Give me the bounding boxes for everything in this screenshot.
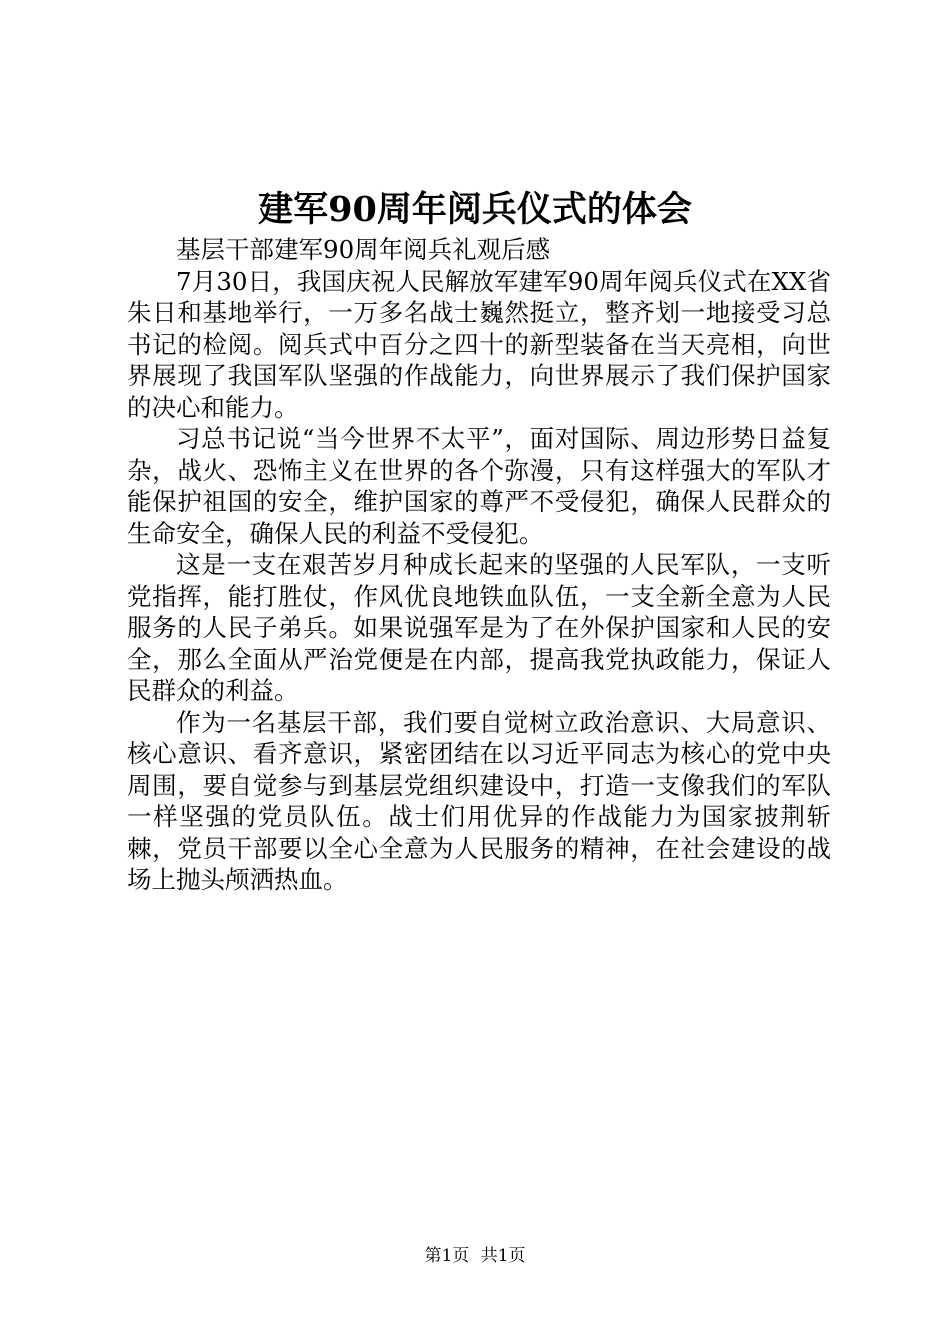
body-paragraph: 习总书记说“当今世界不太平”，面对国际、周边形势日益复杂，战火、恐怖主义在世界的各个弥漫，只有这样强大的军队才能保护祖国的安全，维护国家的尊严不受侵犯，确保人民群众的生命安全，确保人民的利益不受侵犯。	[127, 424, 831, 548]
body-paragraph: 作为一名基层干部，我们要自觉树立政治意识、大局意识、核心意识、看齐意识，紧密团结在以习近平同志为核心的党中央周围，要自觉参与到基层党组织建设中，打造一支像我们的军队一样坚强的党员队伍。战士们用优异的作战能力为国家披荆斩棘，党员干部要以全心全意为人民服务的精神，在社会建设的战场上抛头颅洒热血。	[127, 707, 831, 894]
page-footer	[0, 1244, 950, 1268]
page-number: 第1页	[424, 1246, 470, 1266]
document-body	[127, 234, 831, 896]
body-paragraph: 7月30日，我国庆祝人民解放军建军90周年阅兵仪式在XX省朱日和基地举行，一万多名战士巍然挺立，整齐划一地接受习总书记的检阅。阅兵式中百分之四十的新型装备在当天亮相，向世界展现了我国军队坚强的作战能力，向世界展示了我们保护国家的决心和能力。	[127, 266, 831, 422]
page-total: 共1页	[480, 1246, 526, 1266]
document-title: 建军90周年阅兵仪式的体会	[258, 189, 692, 230]
subtitle-paragraph: 基层干部建军90周年阅兵礼观后感	[176, 235, 551, 264]
body-paragraph: 这是一支在艰苦岁月种成长起来的坚强的人民军队，一支听党指挥，能打胜仗，作风优良地铁血队伍，一支全新全意为人民服务的人民子弟兵。如果说强军是为了在外保护国家和人民的安全，那么全面从严治党便是在内部，提高我党执政能力，保证人民群众的利益。	[127, 550, 831, 705]
